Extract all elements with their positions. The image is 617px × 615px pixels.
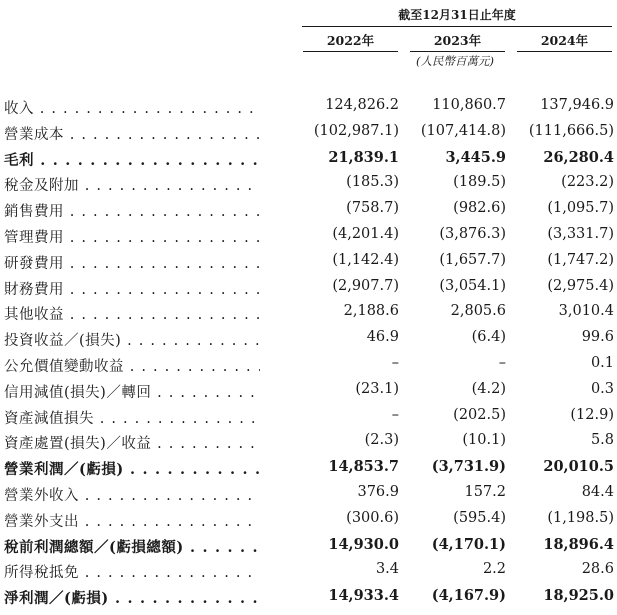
row-value-2024: 0.1	[590, 354, 614, 371]
table-row	[0, 558, 617, 584]
row-value-2023: (107,414.8)	[420, 122, 506, 139]
row-label: 其他收益 . . .	[4, 303, 260, 324]
table-row	[0, 404, 617, 430]
row-label: 營業外收入 . . .	[4, 484, 260, 505]
row-label: 公允價值變動收益 . . .	[4, 355, 260, 376]
row-label: 收入 . . .	[4, 97, 260, 118]
row-label: 投資收益／(損失) . . .	[4, 329, 260, 350]
row-value-2023: (3,054.1)	[439, 277, 506, 294]
row-label: 毛利 . . .	[4, 149, 260, 170]
row-value-2024: 137,946.9	[540, 97, 614, 113]
table-row	[0, 378, 617, 404]
table-row	[0, 223, 617, 249]
table-row	[0, 507, 617, 533]
row-label: 淨利潤／(虧損) . . .	[4, 587, 260, 608]
row-value-2022: 2,188.6	[343, 303, 399, 320]
row-label: 稅前利潤總額／(虧損總額) . . .	[4, 536, 260, 557]
table-row	[0, 429, 617, 455]
period-header: 截至12月31日止年度	[302, 6, 612, 27]
row-label: 研發費用 . . .	[4, 252, 260, 273]
row-value-2022: (4,201.4)	[332, 225, 399, 242]
table-row	[0, 146, 617, 172]
row-value-2023: (202.5)	[453, 406, 506, 423]
row-value-2022: 46.9	[366, 329, 399, 346]
row-value-2022: 376.9	[357, 483, 399, 500]
table-row	[0, 326, 617, 352]
row-label: 營業成本 . . .	[4, 123, 260, 144]
table-row	[0, 197, 617, 223]
row-value-2024: (1,198.5)	[547, 509, 614, 526]
row-value-2023: (3,731.9)	[431, 458, 506, 476]
table-row	[0, 300, 617, 326]
row-value-2024: (111,666.5)	[528, 122, 614, 139]
row-value-2023: –	[498, 354, 506, 371]
row-label: 所得稅抵免 . . .	[4, 561, 260, 582]
row-value-2022: (2.3)	[364, 432, 399, 449]
row-value-2022: 124,826.2	[325, 97, 399, 113]
income-statement-table	[0, 94, 617, 610]
table-row	[0, 352, 617, 378]
row-value-2024: 28.6	[581, 561, 614, 578]
table-row	[0, 171, 617, 197]
row-value-2023: (6.4)	[471, 329, 506, 346]
table-row	[0, 120, 617, 146]
row-value-2024: (223.2)	[561, 174, 614, 191]
row-value-2022: (23.1)	[355, 380, 399, 397]
row-value-2023: (1,657.7)	[439, 251, 506, 268]
row-label: 資產減值損失 . . .	[4, 407, 260, 428]
table-row	[0, 455, 617, 481]
row-value-2024: 18,925.0	[543, 587, 614, 605]
row-value-2024: 84.4	[581, 483, 614, 500]
row-value-2024: 3,010.4	[558, 303, 614, 320]
row-value-2024: (12.9)	[570, 406, 614, 423]
year-header-2024: 2024年	[517, 31, 612, 52]
table-row	[0, 249, 617, 275]
row-value-2024: (2,975.4)	[547, 277, 614, 294]
row-value-2024: 5.8	[590, 432, 614, 449]
row-value-2022: (1,142.4)	[332, 251, 399, 268]
row-value-2023: (595.4)	[453, 509, 506, 526]
row-value-2022: (758.7)	[346, 200, 399, 217]
table-row	[0, 584, 617, 610]
row-value-2023: (4,170.1)	[431, 535, 506, 553]
row-value-2022: –	[391, 406, 399, 423]
row-label: 營業利潤／(虧損) . . .	[4, 458, 260, 479]
row-value-2022: 14,930.0	[328, 535, 399, 553]
row-value-2022: (300.6)	[346, 509, 399, 526]
year-header-2022: 2022年	[303, 31, 398, 52]
year-header-2023: 2023年	[410, 31, 505, 52]
row-value-2023: 2,805.6	[450, 303, 506, 320]
row-value-2024: 18,896.4	[543, 535, 614, 553]
row-label: 管理費用 . . .	[4, 226, 260, 247]
table-row	[0, 275, 617, 301]
row-value-2022: (102,987.1)	[313, 122, 399, 139]
table-row	[0, 533, 617, 559]
row-value-2023: (4.2)	[471, 380, 506, 397]
row-value-2023: (3,876.3)	[439, 225, 506, 242]
row-label: 信用減值(損失)／轉回 . . .	[4, 381, 260, 402]
row-label: 銷售費用 . . .	[4, 200, 260, 221]
row-value-2022: 14,853.7	[328, 458, 399, 476]
row-value-2024: 26,280.4	[543, 148, 614, 166]
row-value-2024: (3,331.7)	[547, 225, 614, 242]
table-row	[0, 481, 617, 507]
row-value-2023: (189.5)	[453, 174, 506, 191]
row-value-2022: (2,907.7)	[332, 277, 399, 294]
row-label: 營業外支出 . . .	[4, 510, 260, 531]
row-value-2023: 3,445.9	[445, 148, 506, 166]
row-label: 稅金及附加 . . .	[4, 174, 260, 195]
table-row	[0, 94, 617, 120]
unit-label: (人民幣百萬元)	[416, 54, 494, 68]
row-value-2024: 0.3	[590, 380, 614, 397]
row-label: 資產處置(損失)／收益 . . .	[4, 432, 260, 453]
row-value-2022: 14,933.4	[328, 587, 399, 605]
row-value-2024: (1,095.7)	[547, 200, 614, 217]
row-value-2022: 21,839.1	[328, 148, 399, 166]
row-value-2023: (982.6)	[453, 200, 506, 217]
row-value-2024: (1,747.2)	[547, 251, 614, 268]
row-value-2022: 3.4	[375, 561, 399, 578]
row-value-2022: –	[391, 354, 399, 371]
row-label: 財務費用 . . .	[4, 278, 260, 299]
row-value-2023: 2.2	[482, 561, 506, 578]
row-value-2023: (4,167.9)	[431, 587, 506, 605]
row-value-2024: 99.6	[581, 329, 614, 346]
row-value-2024: 20,010.5	[543, 458, 614, 476]
row-value-2023: (10.1)	[462, 432, 506, 449]
row-value-2023: 110,860.7	[432, 97, 506, 113]
row-value-2023: 157.2	[464, 483, 506, 500]
row-value-2022: (185.3)	[346, 174, 399, 191]
